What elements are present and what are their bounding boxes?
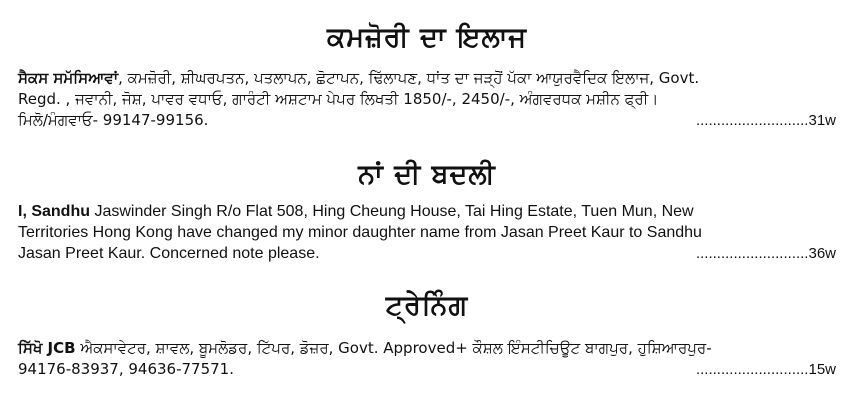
classified-ad [18, 338, 836, 380]
ad-line [18, 89, 836, 110]
classified-section-name-change [18, 159, 836, 264]
ad-reference: ...........................15w [695, 361, 836, 378]
ad-reference: ...........................31w [695, 112, 836, 129]
ad-lead: ਸਿੱਖੋ JCB [18, 339, 76, 357]
ad-lead: I, Sandhu [18, 203, 90, 220]
classified-ad [18, 201, 836, 264]
ad-text: ਮਿਲੋ/ਮੰਗਵਾਓ- 99147-99156. [18, 111, 209, 129]
ad-line [18, 201, 836, 222]
ad-text: Jaswinder Singh R/o Flat 508, Hing Cheung House, Tai Hing Estate, Tuen Mun, New [90, 203, 694, 220]
ad-line [18, 243, 836, 264]
ad-text: ਐਕਸਾਵੇਟਰ, ਸ਼ਾਵਲ, ਬੂਮਲੋਡਰ, ਟਿੱਪਰ, ਡੋਜ਼ਰ, Govt. Approved+ ਕੌਸ਼ਲ ਇੰਸਟੀਚਿਊਟ ਬਾਗਪੁਰ, ਹੁਸ਼ਿਆਰਪੁਰ- [75, 339, 712, 357]
section-heading: ਕਮਜ਼ੋਰੀ ਦਾ ਇਲਾਜ [326, 22, 528, 53]
section-heading: ਟ੍ਰੇਨਿੰਗ [385, 290, 469, 321]
ad-line [18, 338, 836, 359]
ad-reference: ...........................36w [695, 245, 836, 262]
classified-section-training [18, 290, 836, 380]
ad-line [18, 110, 836, 131]
ad-line [18, 359, 836, 380]
ad-line [18, 222, 836, 243]
classified-section-weakness-treatment [18, 22, 836, 131]
ad-text: Regd. , ਜਵਾਨੀ, ਜੋਸ਼, ਪਾਵਰ ਵਧਾਓ, ਗਾਰੰਟੀ ਅਸ਼ਟਾਮ ਪੇਪਰ ਲਿਖਤੀ 1850/-, 2450/-, ਅੰਗਵਰਧਕ ਮਸ਼ੀਨ ਫ੍ਰੀ। [18, 90, 659, 108]
ad-text: 94176-83937, 94636-77571. [18, 360, 234, 378]
ad-text: , ਕਮਜ਼ੋਰੀ, ਸ਼ੀਘਰਪਤਨ, ਪਤਲਾਪਨ, ਛੋਟਾਪਨ, ਢਿੱਲਾਪਣ, ਧਾਂਤ ਦਾ ਜੜ੍ਹੋਂ ਪੱਕਾ ਆਯੁਰਵੈਦਿਕ ਇਲਾਜ, Govt. [118, 69, 700, 87]
classified-ad [18, 68, 836, 131]
ad-lead: ਸੈਕਸ ਸਮੱਸਿਆਵਾਂ [18, 69, 119, 87]
ad-text: Jasan Preet Kaur. Concerned note please. [18, 245, 320, 262]
section-heading: ਨਾਂ ਦੀ ਬਦਲੀ [358, 159, 496, 190]
ad-line [18, 68, 836, 89]
ad-text: Territories Hong Kong have changed my minor daughter name from Jasan Preet Kaur to Sandhu [18, 224, 702, 241]
